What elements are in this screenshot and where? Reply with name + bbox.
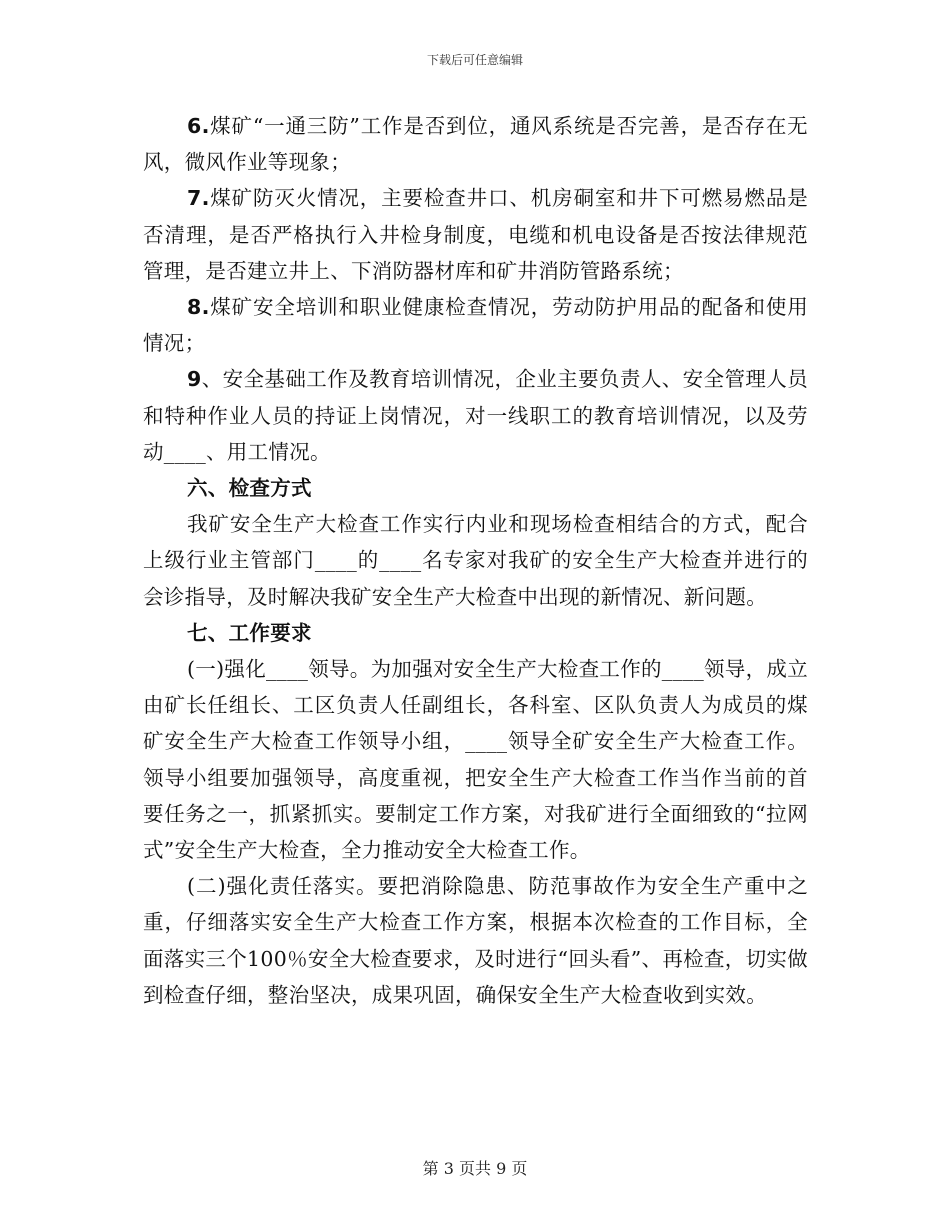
item-9 bbox=[143, 361, 808, 470]
item-number: 8. bbox=[187, 295, 210, 320]
item-8 bbox=[143, 289, 808, 361]
section-heading-inspection-method: 六、检查方式 bbox=[187, 476, 312, 501]
requirement-paragraph-1: (一)强化____领导。为加强对安全生产大检查工作的____领导，成立由矿长任组长、工区负责人任副组长，各科室、区队负责人为成员的煤矿安全生产大检查工作领导小组，____领导全矿安全生产大检查工作。领导小组要加强领导，高度重视，把安全生产大检查工作当作当前的首要任务之一，抓紧抓实。要制定工作方案，对我矿进行全面细致的“拉网式”安全生产大检查，全力推动安全大检查工作。 bbox=[143, 657, 808, 863]
item-text: 煤矿“一通三防”工作是否到位，通风系统是否完善，是否存在无风，微风作业等现象； bbox=[143, 114, 808, 175]
inspection-method-paragraph: 我矿安全生产大检查工作实行内业和现场检查相结合的方式，配合上级行业主管部门____的____名专家对我矿的安全生产大检查并进行的会诊指导，及时解决我矿安全生产大检查中出现的新情况、新问题。 bbox=[143, 512, 808, 609]
item-number: 7. bbox=[187, 186, 210, 211]
page-header: 下载后可任意编辑 bbox=[426, 53, 523, 67]
item-number: 6. bbox=[187, 114, 210, 138]
item-text: 煤矿防灭火情况，主要检查井口、机房硐室和井下可燃易燃品是否清理，是否严格执行入井检身制度，电缆和机电设备是否按法律规范管理，是否建立井上、下消防器材库和矿井消防管路系统； bbox=[143, 186, 808, 283]
item-text: 、安全基础工作及教育培训情况，企业主要负责人、安全管理人员和特种作业人员的持证上岗情况，对一线职工的教育培训情况，以及劳动____、用工情况。 bbox=[143, 367, 808, 464]
item-7 bbox=[143, 180, 808, 289]
document-body bbox=[143, 108, 808, 1013]
item-text: 煤矿安全培训和职业健康检查情况，劳动防护用品的配备和使用情况； bbox=[143, 295, 808, 356]
page-footer: 第 3 页共 9 页 bbox=[422, 1159, 528, 1178]
item-number: 9 bbox=[187, 367, 202, 392]
requirement-paragraph-2: (二)强化责任落实。要把消除隐患、防范事故作为安全生产重中之重，仔细落实安全生产大检查工作方案，根据本次检查的工作目标，全面落实三个100％安全大检查要求，及时进行“回头看”、再检查，切实做到检查仔细，整治坚决，成果巩固，确保安全生产大检查收到实效。 bbox=[143, 874, 808, 1007]
section-heading-work-requirements: 七、工作要求 bbox=[187, 620, 312, 645]
item-6 bbox=[143, 108, 808, 180]
